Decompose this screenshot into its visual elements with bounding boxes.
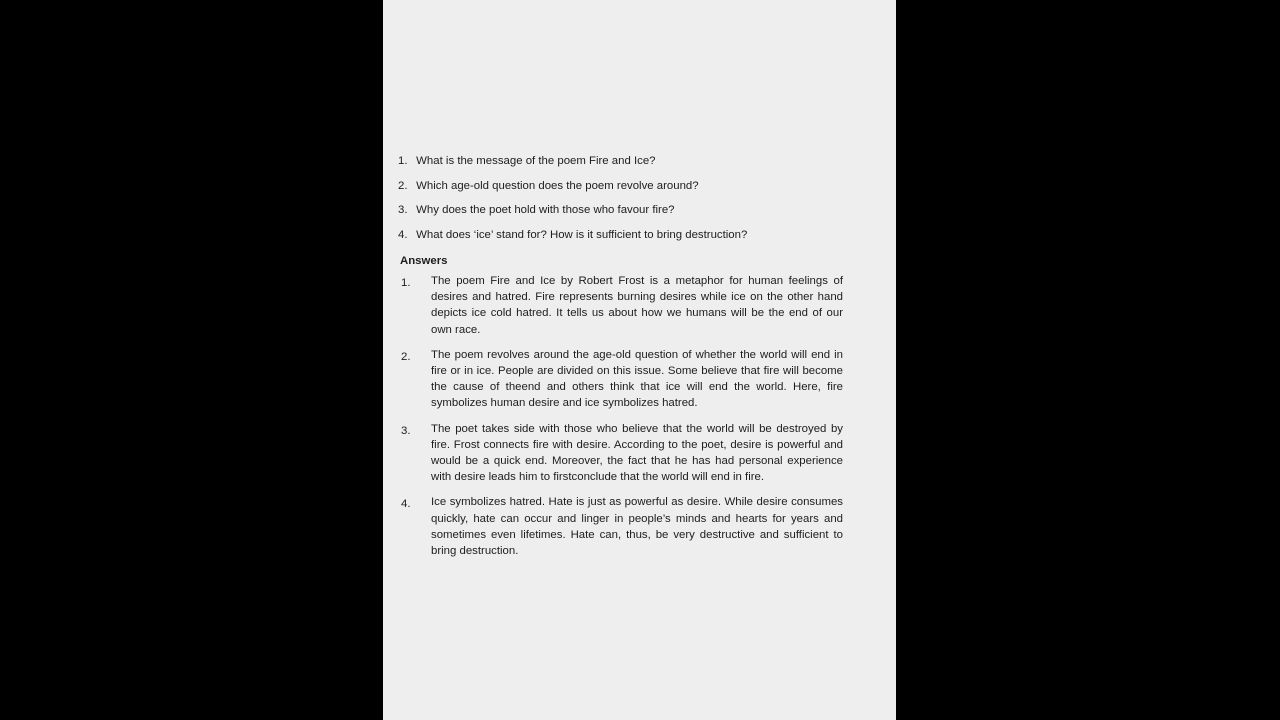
question-item: [398, 177, 843, 202]
answer-item: [398, 420, 843, 486]
document-page: [383, 0, 896, 720]
question-text: Which age-old question does the poem revolve around?: [416, 179, 699, 192]
question-number: 3.: [398, 204, 408, 216]
question-item: [398, 152, 843, 177]
answers-heading: Answers: [400, 255, 448, 267]
answer-item: [398, 493, 843, 559]
question-number: 1.: [398, 155, 408, 167]
answer-number: 2.: [401, 350, 411, 363]
question-number: 4.: [398, 228, 408, 241]
question-item: [398, 226, 843, 251]
answer-item: [398, 346, 843, 412]
question-text: What does ‘ice’ stand for? How is it sufficient to bring destruction?: [416, 228, 748, 241]
question-number: 2.: [398, 179, 408, 192]
document-content: [398, 152, 843, 567]
answer-number: 4.: [401, 498, 411, 511]
question-text: Why does the poet hold with those who favour fire?: [416, 204, 675, 216]
question-item: [398, 201, 843, 226]
question-text: What is the message of the poem Fire and Ice?: [416, 155, 656, 167]
answer-text: The poet takes side with those who believe that the world will be destroyed by fire. Frost connects fire with desire. According to the poet, desire is powerful and would be a quick end. Moreover, the fact that he has had personal experience with desire leads him to firstconclude that the world will end in fire.: [431, 422, 843, 484]
answer-text: Ice symbolizes hatred. Hate is just as powerful as desire. While desire consumes quickly, hate can occur and linger in people’s minds and hearts for years and sometimes even lifetimes. Hate can, thus, be very destructive and sufficient to bring destruction.: [431, 496, 843, 558]
answer-text: The poem revolves around the age-old question of whether the world will end in fire or in ice. People are divided on this issue. Some believe that fire will become the cause of theend and others think that ice will end the world. Here, fire symbolizes human desire and ice symbolizes hatred.: [431, 348, 843, 410]
answer-number: 1.: [401, 277, 411, 289]
question-list: [398, 152, 843, 250]
answer-number: 3.: [401, 424, 411, 437]
answer-item: [398, 272, 843, 338]
answer-text: The poem Fire and Ice by Robert Frost is a metaphor for human feelings of desires and hatred. Fire represents burning desires while ice on the other hand depicts ice cold hatred. It tells us about how we humans will be the end of our own race.: [431, 275, 843, 336]
